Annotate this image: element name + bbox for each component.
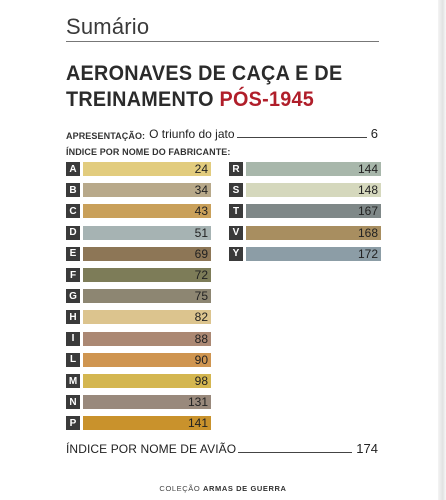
index-page-bar: 82	[83, 310, 211, 324]
index-row-t[interactable]	[229, 204, 381, 218]
index-letter: M	[66, 374, 80, 388]
index-row-m[interactable]	[66, 374, 211, 388]
index-row-d[interactable]	[66, 226, 211, 240]
index-row-g[interactable]	[66, 289, 211, 303]
aircraft-index-label: ÍNDICE POR NOME DE AVIÃO	[66, 442, 237, 456]
index-page-bar: 172	[246, 247, 381, 261]
index-row-f[interactable]	[66, 268, 211, 282]
index-page-bar: 148	[246, 183, 381, 197]
index-row-n[interactable]	[66, 395, 211, 409]
index-page-bar: 51	[83, 226, 211, 240]
leader-line	[237, 136, 367, 138]
index-letter: F	[66, 268, 80, 282]
apresentacao-entry[interactable]	[66, 126, 378, 141]
index-letter: C	[66, 204, 80, 218]
index-page-bar: 34	[83, 183, 211, 197]
footer-collection	[0, 484, 446, 493]
index-page-bar: 90	[83, 353, 211, 367]
index-letter: G	[66, 289, 80, 303]
page-edge	[438, 0, 446, 500]
apresentacao-label: APRESENTAÇÃO:	[66, 131, 146, 141]
aircraft-index-entry[interactable]	[66, 441, 378, 456]
page-title-accent: PÓS-1945	[219, 87, 315, 111]
index-row-l[interactable]	[66, 353, 211, 367]
index-page-bar: 24	[83, 162, 211, 176]
index-row-y[interactable]	[229, 247, 381, 261]
index-letter: R	[229, 162, 243, 176]
index-page-bar: 43	[83, 204, 211, 218]
page-title-line2	[66, 86, 360, 112]
apresentacao-page: 6	[370, 126, 378, 141]
index-row-b[interactable]	[66, 183, 211, 197]
index-row-i[interactable]	[66, 332, 211, 346]
index-letter: D	[66, 226, 80, 240]
index-row-a[interactable]	[66, 162, 211, 176]
index-letter: B	[66, 183, 80, 197]
index-letter: N	[66, 395, 80, 409]
index-page-bar: 141	[83, 416, 211, 430]
index-page-bar: 131	[83, 395, 211, 409]
title-rule	[66, 41, 379, 42]
index-page-bar: 98	[83, 374, 211, 388]
index-letter: E	[66, 247, 80, 261]
section-title: Sumário	[66, 14, 150, 39]
index-letter: T	[229, 204, 243, 218]
footer-collection-name: ARMAS DE GUERRA	[202, 484, 287, 493]
index-row-s[interactable]	[229, 183, 381, 197]
index-page-bar: 144	[246, 162, 381, 176]
index-row-r[interactable]	[229, 162, 381, 176]
index-row-p[interactable]	[66, 416, 211, 430]
index-row-v[interactable]	[229, 226, 381, 240]
index-row-h[interactable]	[66, 310, 211, 324]
page-title-line1: AERONAVES DE CAÇA E DE	[66, 61, 343, 85]
index-letter: I	[66, 332, 80, 346]
index-page-bar: 168	[246, 226, 381, 240]
index-page-bar: 75	[83, 289, 211, 303]
index-page-bar: 88	[83, 332, 211, 346]
manufacturer-index-title: ÍNDICE POR NOME DO FABRICANTE:	[66, 147, 231, 157]
index-page-bar: 72	[83, 268, 211, 282]
index-letter: P	[66, 416, 80, 430]
index-letter: A	[66, 162, 80, 176]
index-letter: S	[229, 183, 243, 197]
index-letter: L	[66, 353, 80, 367]
page-title	[66, 60, 360, 112]
footer-prefix: COLEÇÃO	[159, 484, 203, 493]
index-letter: H	[66, 310, 80, 324]
index-page-bar: 167	[246, 204, 381, 218]
index-row-e[interactable]	[66, 247, 211, 261]
index-letter: V	[229, 226, 243, 240]
leader-line	[238, 451, 352, 453]
apresentacao-text: O triunfo do jato	[149, 127, 235, 141]
page-title-line2-prefix: TREINAMENTO	[66, 87, 220, 111]
index-letter: Y	[229, 247, 243, 261]
index-page-bar: 69	[83, 247, 211, 261]
index-row-c[interactable]	[66, 204, 211, 218]
aircraft-index-page: 174	[356, 441, 378, 456]
